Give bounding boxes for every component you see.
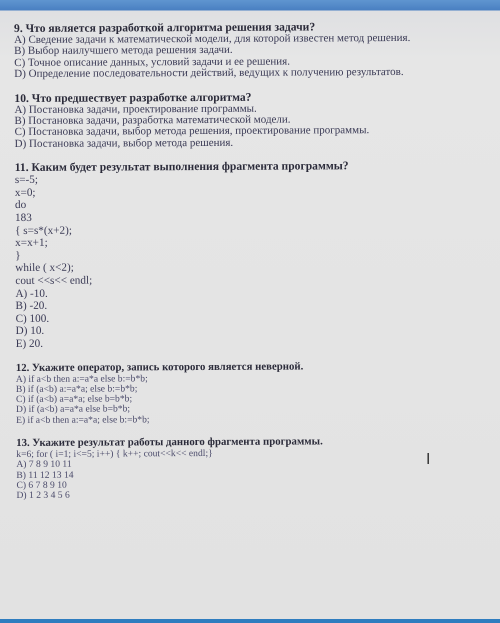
answer-option: C) 6 7 8 9 10 bbox=[16, 479, 67, 491]
question-title: 12. Укажите оператор, запись которого является неверной. bbox=[15, 360, 304, 374]
answer-option: B) -20. bbox=[15, 300, 48, 313]
answer-option: D) 1 2 3 4 5 6 bbox=[16, 489, 70, 502]
bottom-strip bbox=[0, 619, 500, 623]
answer-option: E) if a<b then a:=a*a; else b:=b*b; bbox=[16, 414, 150, 426]
code-line: while ( x<2); bbox=[15, 262, 74, 275]
answer-option: C) Точное описание данных, условий задачи и ее решения. bbox=[14, 55, 291, 69]
question-12 bbox=[16, 359, 498, 426]
code-line: x=x+1; bbox=[15, 237, 48, 250]
question-10 bbox=[14, 89, 496, 150]
answer-option: B) Выбор наилучшего метода решения задачи. bbox=[14, 44, 233, 58]
answer-option: D) Постановка задачи, выбор метода решения. bbox=[14, 136, 234, 150]
answer-option: D) if (a<b) a=a*a else b=b*b; bbox=[16, 403, 131, 416]
answer-option: E) 20. bbox=[15, 337, 44, 350]
answer-option: B) Постановка задачи, разработка математической модели. bbox=[14, 113, 291, 128]
answer-option: A) Сведение задачи к математической модели, для которой известен метод решения. bbox=[14, 31, 411, 46]
answer-option: C) if (a<b) a=a*a; else b=b*b; bbox=[15, 393, 133, 406]
answer-option: D) Определение последовательности действий, ведущих к получению результатов. bbox=[14, 66, 404, 81]
code-line: cout <<s<< endl; bbox=[15, 274, 93, 287]
question-11 bbox=[15, 159, 498, 351]
question-title: 9. Что является разработкой алгоритма решения задачи? bbox=[14, 20, 316, 35]
answer-option: A) if a<b then a:=a*a else b:=b*b; bbox=[15, 372, 148, 385]
code-line: 183 bbox=[14, 211, 32, 225]
question-title: 13. Укажите результат работы данного фрагмента программы. bbox=[16, 435, 323, 450]
question-title: 11. Каким будет результат выполнения фрагмента программы? bbox=[14, 159, 349, 175]
answer-option: D) 10. bbox=[15, 325, 45, 338]
answer-option: A) 7 8 9 10 11 bbox=[16, 459, 72, 471]
answer-option: C) Постановка задачи, выбор метода решения, проектирование программы. bbox=[14, 124, 370, 139]
question-title: 10. Что предшествует разработке алгоритма? bbox=[14, 90, 252, 105]
answer-option: B) if (a<b) a:=a*a; else b:=b*b; bbox=[15, 383, 138, 395]
code-line: do bbox=[14, 199, 27, 212]
question-9 bbox=[14, 19, 496, 80]
question-13 bbox=[16, 435, 498, 502]
text-cursor-icon: I bbox=[426, 450, 431, 468]
answer-option: A) Постановка задачи, проектирование программы. bbox=[14, 102, 257, 116]
answer-option: C) 100. bbox=[15, 312, 50, 325]
answer-option: A) -10. bbox=[15, 287, 48, 300]
code-line: k=6; for ( i=1; i<=5; i++) { k++; cout<<k<< endl;} bbox=[16, 448, 213, 461]
code-line: } bbox=[15, 249, 21, 262]
code-line: x=0; bbox=[14, 186, 36, 199]
test-page bbox=[14, 19, 499, 619]
code-line: { s=s*(x+2); bbox=[15, 224, 72, 237]
code-line: s=-5; bbox=[14, 174, 38, 187]
answer-option: B) 11 12 13 14 bbox=[16, 469, 74, 481]
